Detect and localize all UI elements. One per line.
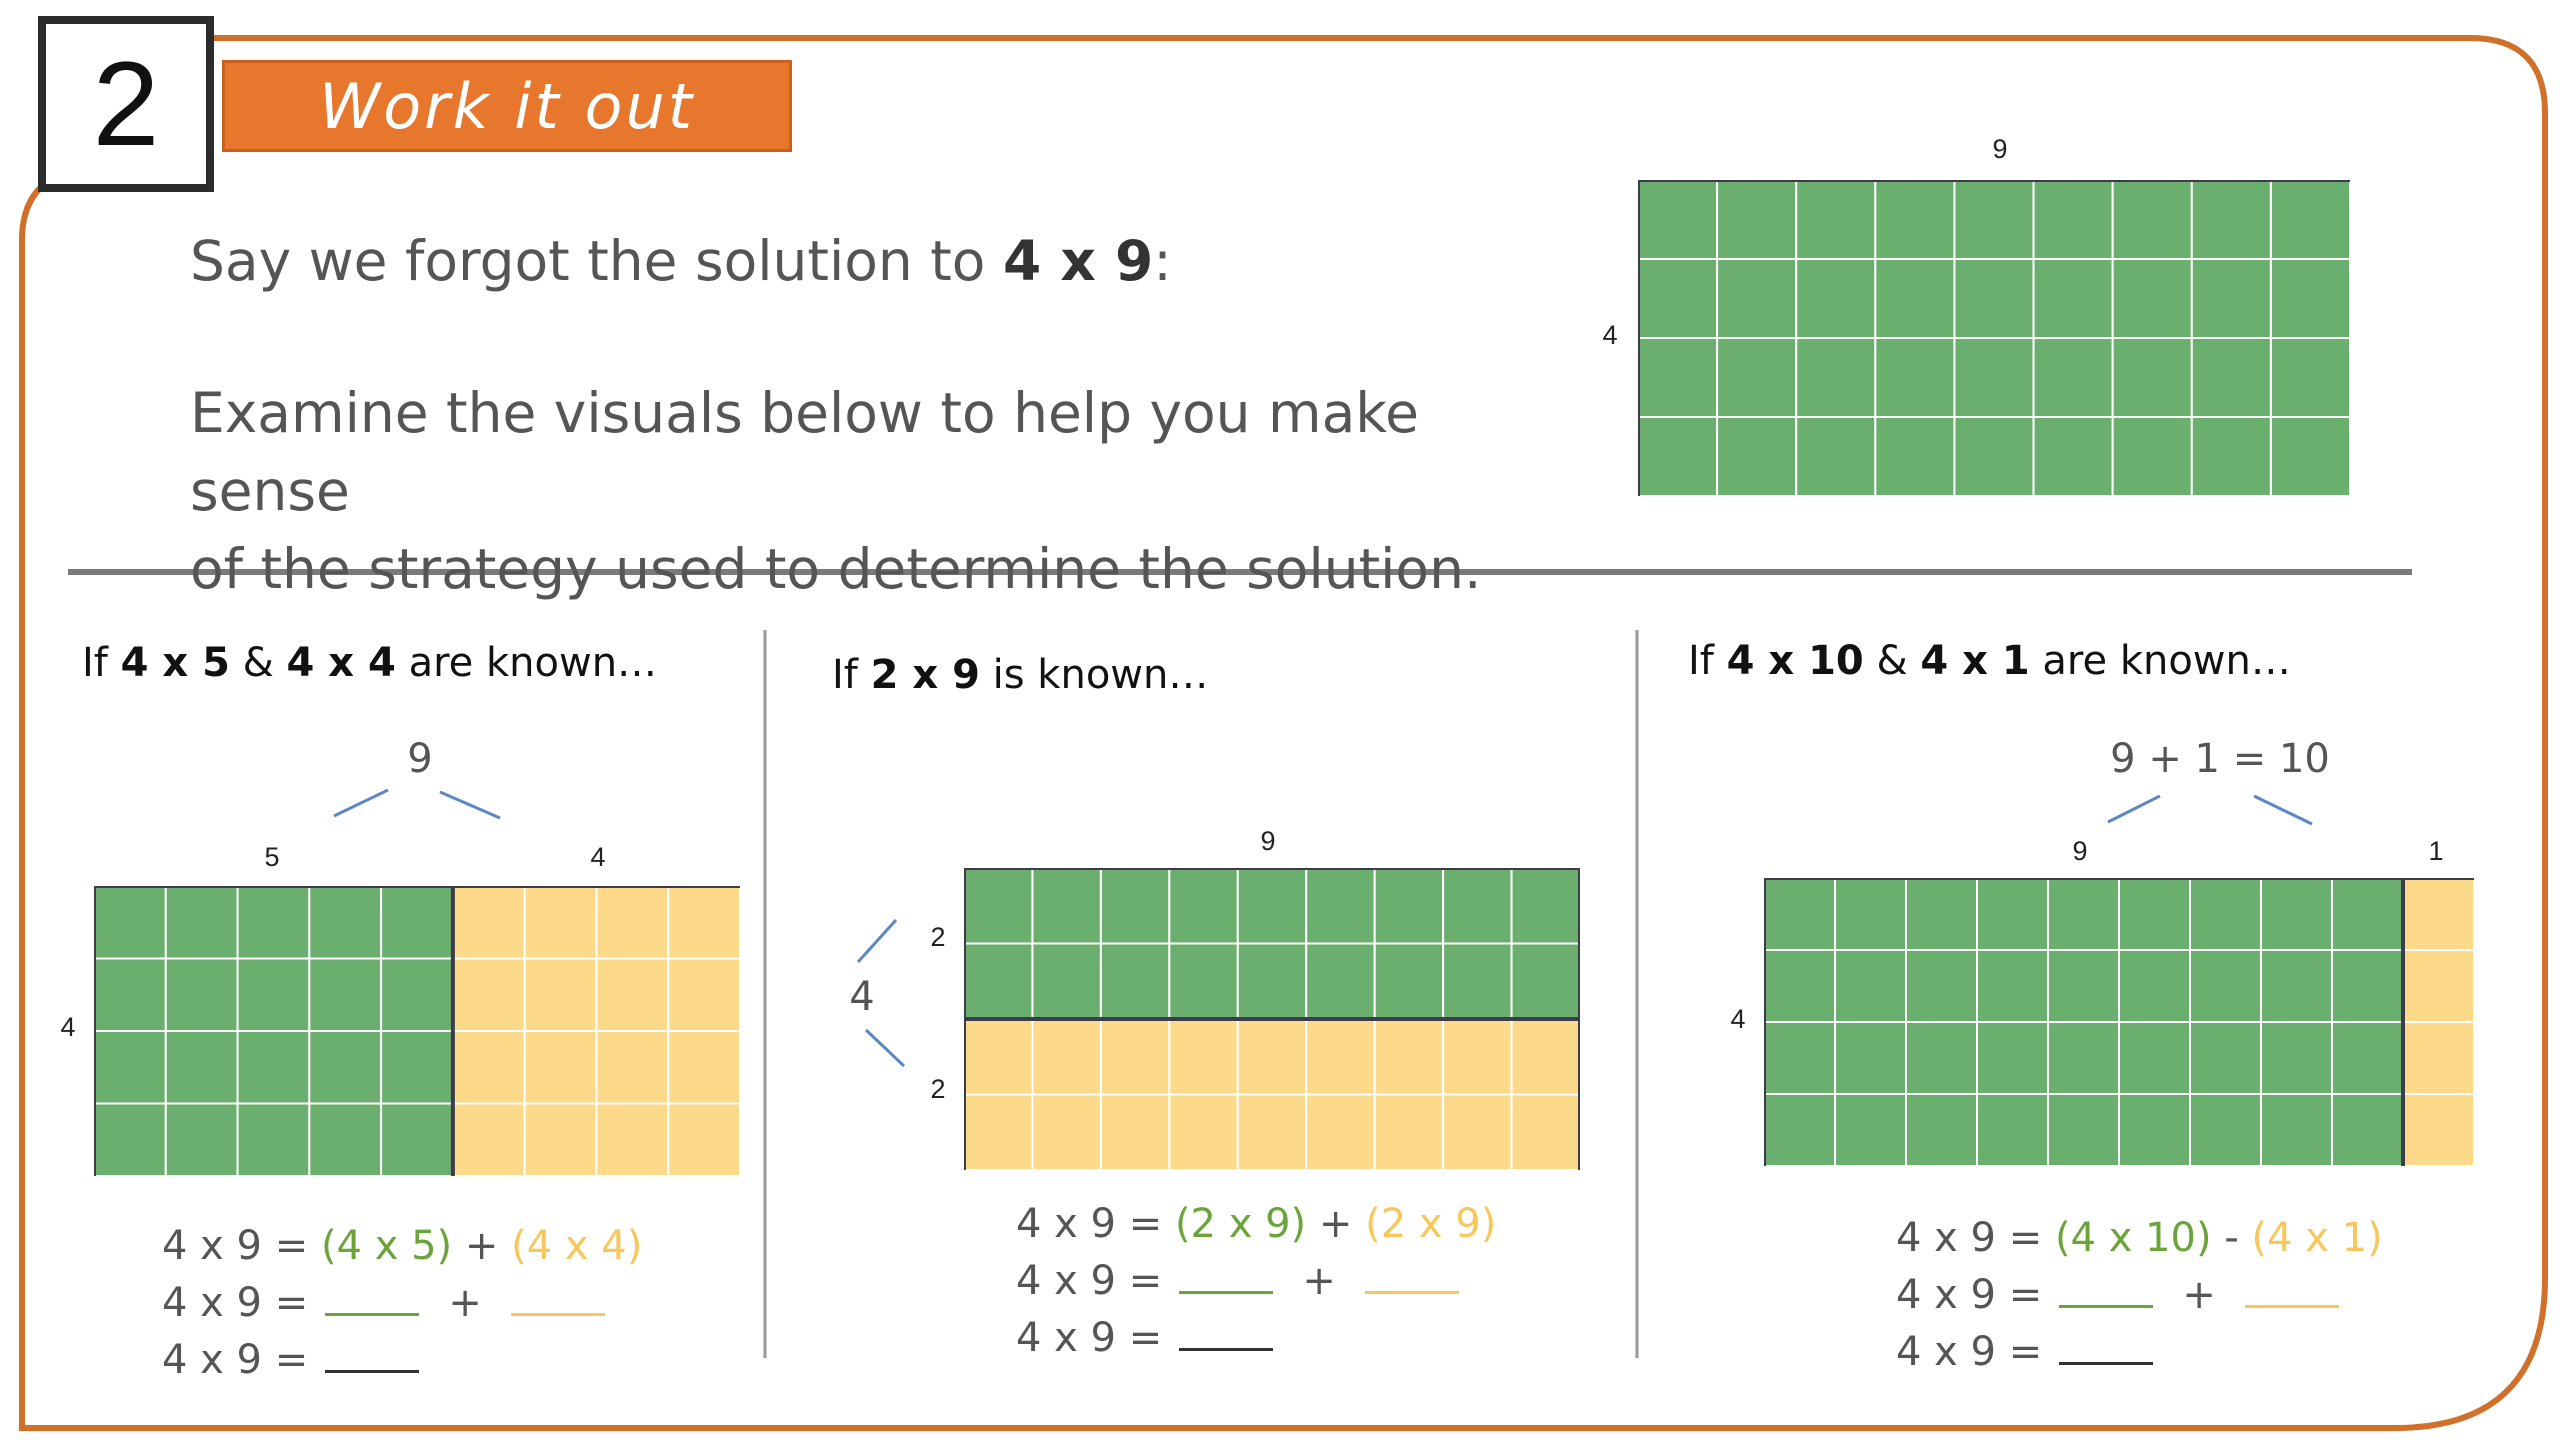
yellow-unit-square xyxy=(1032,1019,1100,1095)
green-unit-square xyxy=(2048,1094,2119,1166)
green-unit-square xyxy=(94,1031,166,1104)
green-unit-square xyxy=(2332,950,2403,1022)
green-unit-square xyxy=(1032,868,1100,944)
green-unit-square xyxy=(1977,950,2048,1022)
panel2-heading: If 2 x 9 is known… xyxy=(832,652,1209,698)
panel2-equation-1: 4 x 9 = (2 x 9) + (2 x 9) xyxy=(1016,1201,1497,1247)
yellow-unit-square xyxy=(525,1104,597,1177)
green-unit-square xyxy=(1796,417,1875,496)
branch-line-left xyxy=(2108,796,2160,822)
array-svg xyxy=(1638,180,2350,496)
green-unit-square xyxy=(1638,417,1717,496)
banner-label: Work it out xyxy=(318,69,696,143)
yellow-unit-square xyxy=(1375,1019,1443,1095)
green-unit-square xyxy=(166,1031,238,1104)
yellow-unit-square xyxy=(668,1031,740,1104)
green-unit-square xyxy=(2048,1022,2119,1094)
green-unit-square xyxy=(2261,878,2332,950)
green-unit-square xyxy=(1977,1094,2048,1166)
green-unit-square xyxy=(94,886,166,959)
green-unit-square xyxy=(2190,878,2261,950)
intro-line-1: Say we forgot the solution to 4 x 9: xyxy=(190,229,1172,293)
green-unit-square xyxy=(1835,950,1906,1022)
green-unit-square xyxy=(2190,950,2261,1022)
yellow-unit-square xyxy=(1443,1019,1511,1095)
panel3-label-left: 9 xyxy=(2072,836,2088,866)
green-unit-square xyxy=(2034,417,2113,496)
green-unit-square xyxy=(1764,950,1835,1022)
branch-line-right xyxy=(2254,796,2312,824)
green-unit-square xyxy=(1375,944,1443,1020)
panel3-side-label: 4 xyxy=(1730,1004,1746,1034)
panel1-equation-1: 4 x 9 = (4 x 5) + (4 x 4) xyxy=(162,1223,643,1269)
yellow-unit-square xyxy=(596,1104,668,1177)
yellow-unit-square xyxy=(596,959,668,1032)
panel3-equation-1: 4 x 9 = (4 x 10) - (4 x 1) xyxy=(1896,1215,2383,1261)
answer-blank-total[interactable] xyxy=(1179,1348,1273,1351)
panel2-split-total: 4 xyxy=(849,974,875,1020)
panel1-label-right: 4 xyxy=(590,842,606,872)
yellow-unit-square xyxy=(525,959,597,1032)
panel2-equation-3: 4 x 9 = xyxy=(1016,1310,1496,1367)
yellow-unit-square xyxy=(2403,878,2474,950)
green-unit-square xyxy=(1764,1094,1835,1166)
yellow-unit-square xyxy=(1169,1095,1237,1171)
yellow-unit-square xyxy=(964,1019,1032,1095)
panel3-split-total: 9 + 1 = 10 xyxy=(2110,736,2330,782)
green-unit-square xyxy=(1306,944,1374,1020)
yellow-unit-square xyxy=(1169,1019,1237,1095)
green-unit-square xyxy=(2332,878,2403,950)
green-unit-square xyxy=(1101,868,1169,944)
green-unit-square xyxy=(309,1031,381,1104)
green-unit-square xyxy=(1638,338,1717,417)
yellow-unit-square xyxy=(668,1104,740,1177)
panel3-array-grid xyxy=(1764,878,2474,1166)
answer-blank-green[interactable] xyxy=(2059,1305,2153,1308)
yellow-unit-square xyxy=(1512,1095,1580,1171)
green-unit-square xyxy=(2119,878,2190,950)
green-unit-square xyxy=(309,959,381,1032)
panel2-label-top: 2 xyxy=(930,922,946,952)
green-unit-square xyxy=(1717,259,1796,338)
green-unit-square xyxy=(238,886,310,959)
green-unit-square xyxy=(1875,417,1954,496)
branch-line-up xyxy=(858,920,896,962)
panel1-side-label: 4 xyxy=(60,1012,76,1042)
green-unit-square xyxy=(2261,950,2332,1022)
answer-blank-yellow[interactable] xyxy=(2245,1305,2339,1308)
branch-line-right xyxy=(440,792,500,818)
green-unit-square xyxy=(1512,944,1580,1020)
yellow-unit-square xyxy=(453,886,525,959)
panel1-equation-2: 4 x 9 = + xyxy=(162,1275,642,1332)
green-unit-square xyxy=(1954,417,2033,496)
green-unit-square xyxy=(309,886,381,959)
yellow-unit-square xyxy=(1101,1095,1169,1171)
yellow-unit-square xyxy=(453,1031,525,1104)
step-number-box xyxy=(38,16,214,192)
green-unit-square xyxy=(1796,180,1875,259)
green-unit-square xyxy=(2271,259,2350,338)
green-unit-square xyxy=(1835,1094,1906,1166)
intro-line-3: of the strategy used to determine the solution. xyxy=(190,537,1482,602)
green-unit-square xyxy=(1906,878,1977,950)
green-unit-square xyxy=(166,1104,238,1177)
step-number: 2 xyxy=(92,37,160,171)
green-unit-square xyxy=(2332,1094,2403,1166)
green-unit-square xyxy=(1169,868,1237,944)
yellow-unit-square xyxy=(1443,1095,1511,1171)
green-unit-square xyxy=(2190,1022,2261,1094)
green-unit-square xyxy=(2119,1022,2190,1094)
yellow-unit-square xyxy=(1032,1095,1100,1171)
green-unit-square xyxy=(1954,259,2033,338)
green-unit-square xyxy=(1796,259,1875,338)
green-unit-square xyxy=(238,959,310,1032)
yellow-unit-square xyxy=(1101,1019,1169,1095)
yellow-unit-square xyxy=(453,1104,525,1177)
green-unit-square xyxy=(2271,417,2350,496)
answer-blank-total[interactable] xyxy=(325,1370,419,1373)
intro-text xyxy=(190,222,1590,608)
green-unit-square xyxy=(2119,950,2190,1022)
yellow-unit-square xyxy=(668,886,740,959)
green-unit-square xyxy=(381,959,453,1032)
yellow-unit-square xyxy=(1375,1095,1443,1171)
green-unit-square xyxy=(1238,868,1306,944)
green-unit-square xyxy=(1638,180,1717,259)
green-unit-square xyxy=(309,1104,381,1177)
work-it-out-banner xyxy=(222,60,792,152)
green-unit-square xyxy=(2034,259,2113,338)
green-unit-square xyxy=(381,1031,453,1104)
panel2-equation-2: 4 x 9 = + xyxy=(1016,1253,1496,1310)
green-unit-square xyxy=(1375,868,1443,944)
yellow-unit-square xyxy=(525,1031,597,1104)
yellow-unit-square xyxy=(1238,1019,1306,1095)
panel3-equations xyxy=(1896,1210,2383,1381)
green-unit-square xyxy=(2190,1094,2261,1166)
green-unit-square xyxy=(2113,259,2192,338)
yellow-unit-square xyxy=(2403,1094,2474,1166)
panel2-top-label: 9 xyxy=(1260,826,1276,856)
green-unit-square xyxy=(1875,259,1954,338)
green-unit-square xyxy=(2034,338,2113,417)
green-unit-square xyxy=(1954,180,2033,259)
yellow-unit-square xyxy=(1512,1019,1580,1095)
green-unit-square xyxy=(1032,944,1100,1020)
yellow-unit-square xyxy=(1306,1019,1374,1095)
green-unit-square xyxy=(1796,338,1875,417)
green-unit-square xyxy=(2192,180,2271,259)
green-unit-square xyxy=(1764,1022,1835,1094)
panel1-array-grid xyxy=(94,886,740,1176)
green-unit-square xyxy=(1835,1022,1906,1094)
intro-line-2: Examine the visuals below to help you make sense xyxy=(190,381,1420,524)
top-array-side-label: 4 xyxy=(1602,320,1618,350)
green-unit-square xyxy=(1638,259,1717,338)
green-unit-square xyxy=(2192,417,2271,496)
green-unit-square xyxy=(2271,180,2350,259)
panel1-heading: If 4 x 5 & 4 x 4 are known… xyxy=(82,640,658,686)
green-unit-square xyxy=(94,1104,166,1177)
green-unit-square xyxy=(2048,878,2119,950)
branch-line-down xyxy=(866,1030,904,1066)
panel1-label-left: 5 xyxy=(264,842,280,872)
green-unit-square xyxy=(1875,180,1954,259)
green-unit-square xyxy=(1906,950,1977,1022)
green-unit-square xyxy=(1977,878,2048,950)
green-unit-square xyxy=(2113,338,2192,417)
green-unit-square xyxy=(2192,259,2271,338)
green-unit-square xyxy=(2332,1022,2403,1094)
branch-line-left xyxy=(334,790,388,816)
yellow-unit-square xyxy=(525,886,597,959)
yellow-unit-square xyxy=(668,959,740,1032)
panel2-label-bottom: 2 xyxy=(930,1074,946,1104)
yellow-unit-square xyxy=(453,959,525,1032)
array-svg xyxy=(964,868,1580,1170)
panel2-equations xyxy=(1016,1196,1496,1367)
green-unit-square xyxy=(1443,944,1511,1020)
green-unit-square xyxy=(238,1031,310,1104)
yellow-unit-square xyxy=(596,886,668,959)
green-unit-square xyxy=(1101,944,1169,1020)
green-unit-square xyxy=(381,886,453,959)
yellow-unit-square xyxy=(1238,1095,1306,1171)
answer-blank-yellow[interactable] xyxy=(511,1313,605,1316)
yellow-unit-square xyxy=(596,1031,668,1104)
panel1-split-total: 9 xyxy=(407,736,433,782)
green-unit-square xyxy=(2113,180,2192,259)
green-unit-square xyxy=(2271,338,2350,417)
green-unit-square xyxy=(1906,1094,1977,1166)
answer-blank-total[interactable] xyxy=(2059,1362,2153,1365)
green-unit-square xyxy=(964,944,1032,1020)
green-unit-square xyxy=(381,1104,453,1177)
green-unit-square xyxy=(1906,1022,1977,1094)
panel3-heading: If 4 x 10 & 4 x 1 are known… xyxy=(1688,638,2291,684)
green-unit-square xyxy=(2192,338,2271,417)
green-unit-square xyxy=(1764,878,1835,950)
array-svg xyxy=(94,886,740,1176)
top-array-top-label: 9 xyxy=(1992,134,2008,164)
answer-blank-green[interactable] xyxy=(325,1313,419,1316)
yellow-unit-square xyxy=(964,1095,1032,1171)
green-unit-square xyxy=(2113,417,2192,496)
panel1-equation-3: 4 x 9 = xyxy=(162,1332,642,1389)
panel1-equations xyxy=(162,1218,642,1389)
yellow-unit-square xyxy=(1306,1095,1374,1171)
green-unit-square xyxy=(166,959,238,1032)
green-unit-square xyxy=(1875,338,1954,417)
top-array-grid xyxy=(1638,180,2350,496)
green-unit-square xyxy=(2034,180,2113,259)
array-svg xyxy=(1764,878,2474,1166)
yellow-unit-square xyxy=(2403,1022,2474,1094)
green-unit-square xyxy=(1977,1022,2048,1094)
green-unit-square xyxy=(2261,1022,2332,1094)
answer-blank-green[interactable] xyxy=(1179,1291,1273,1294)
green-unit-square xyxy=(94,959,166,1032)
yellow-unit-square xyxy=(2403,950,2474,1022)
green-unit-square xyxy=(1238,944,1306,1020)
green-unit-square xyxy=(2119,1094,2190,1166)
green-unit-square xyxy=(1717,417,1796,496)
green-unit-square xyxy=(2048,950,2119,1022)
green-unit-square xyxy=(1306,868,1374,944)
green-unit-square xyxy=(1169,944,1237,1020)
answer-blank-yellow[interactable] xyxy=(1365,1291,1459,1294)
green-unit-square xyxy=(1443,868,1511,944)
green-unit-square xyxy=(1835,878,1906,950)
green-unit-square xyxy=(1717,338,1796,417)
green-unit-square xyxy=(1717,180,1796,259)
green-unit-square xyxy=(166,886,238,959)
green-unit-square xyxy=(1954,338,2033,417)
panel3-equation-2: 4 x 9 = + xyxy=(1896,1267,2383,1324)
green-unit-square xyxy=(238,1104,310,1177)
green-unit-square xyxy=(964,868,1032,944)
panel3-equation-3: 4 x 9 = xyxy=(1896,1324,2383,1381)
green-unit-square xyxy=(2261,1094,2332,1166)
panel2-array-grid xyxy=(964,868,1580,1170)
panel3-label-right: 1 xyxy=(2428,836,2444,866)
green-unit-square xyxy=(1512,868,1580,944)
